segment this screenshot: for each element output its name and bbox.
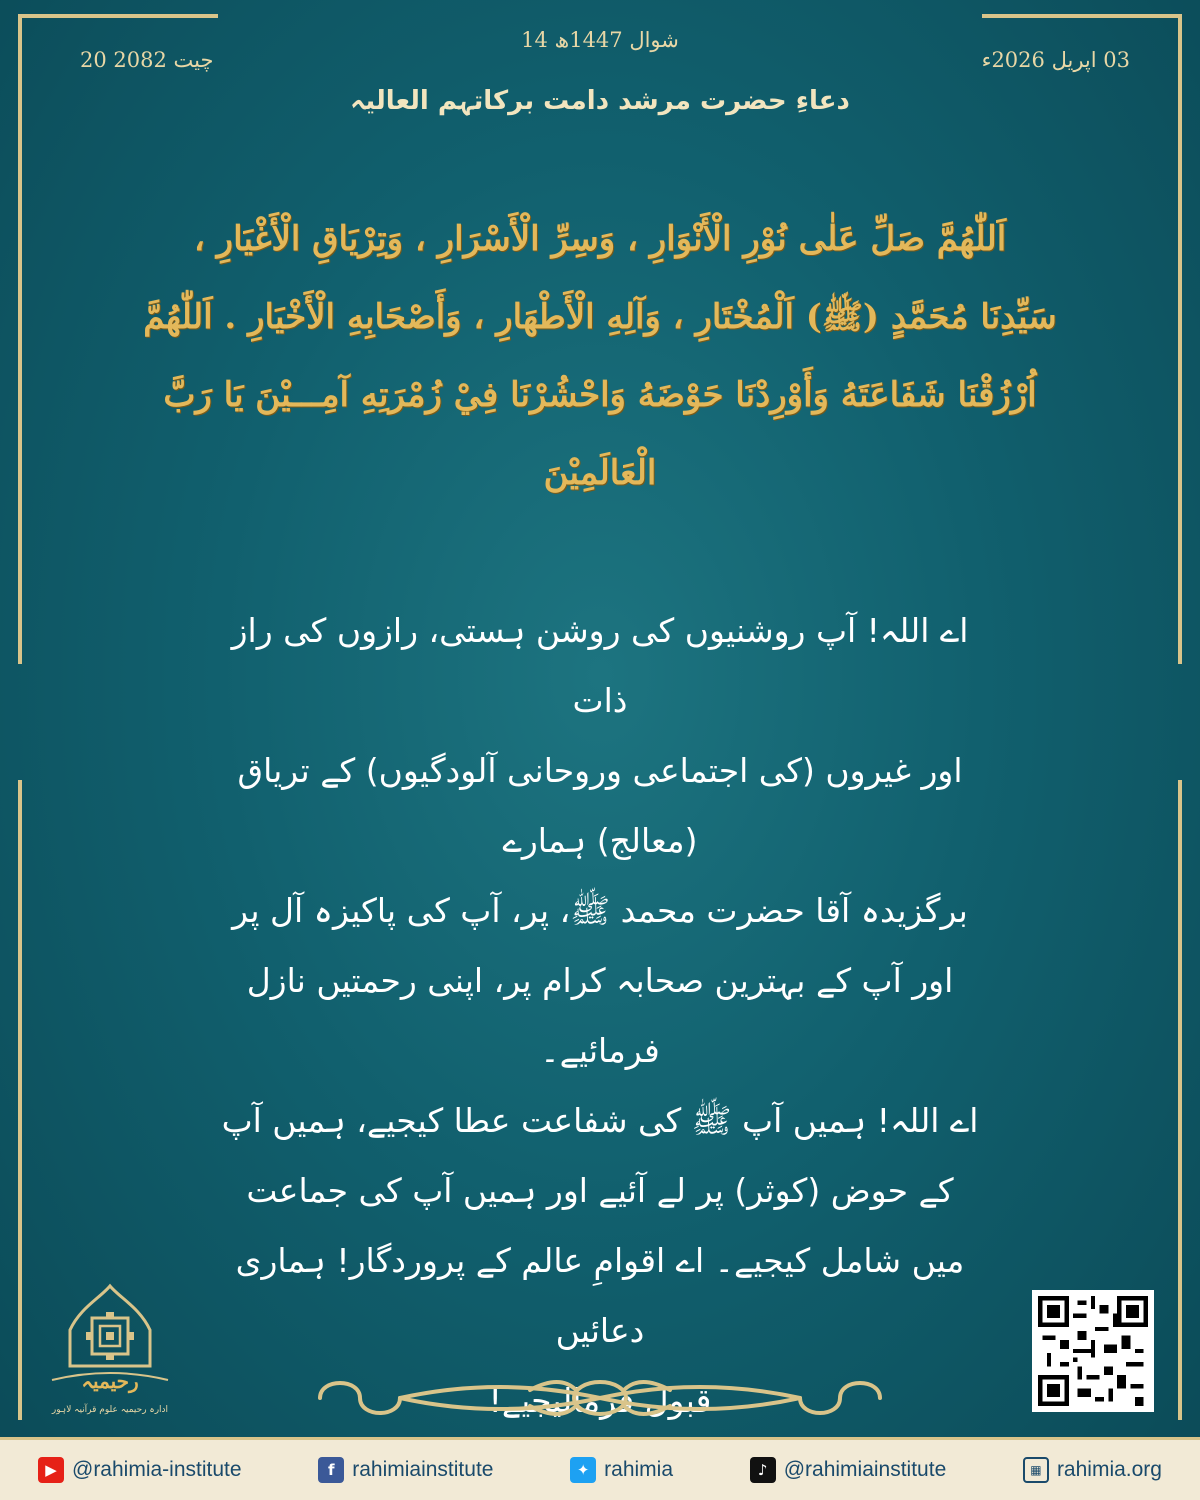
date-gregorian: 03 اپریل 2026ء — [981, 48, 1130, 72]
urdu-line: برگزیدہ آقا حضرت محمد ﷺ، پر، آپ کی پاکیزہ آل پر — [232, 891, 968, 930]
urdu-translation — [200, 596, 1000, 1436]
arabic-prayer — [70, 200, 1130, 512]
arabic-line: سَيِّدِنَا مُحَمَّدٍ (ﷺ) اَلْمُخْتَارِ ، وَآلِهِ الْأَطْهَارِ ، وَأَصْحَابِهِ الْأَخْيَارِ . اَللّٰھُمَّ — [143, 297, 1057, 337]
youtube-handle: @rahimia-institute — [72, 1458, 242, 1481]
urdu-line: اور غیروں (کی اجتماعی وروحانی آلودگیوں) کے تریاق (معالج) ہمارے — [237, 751, 963, 860]
qr-code-icon — [1038, 1296, 1148, 1406]
logo-emblem-icon — [40, 1280, 180, 1420]
date-hijri: 14 شوال 1447ھ — [521, 28, 679, 52]
urdu-line: قبول فرمالیجیے! — [488, 1381, 712, 1420]
facebook-link[interactable] — [318, 1457, 493, 1483]
qr-code[interactable] — [1032, 1290, 1154, 1412]
date-bar — [0, 28, 1200, 72]
twitter-icon: ✦ — [570, 1457, 596, 1483]
social-footer — [0, 1437, 1200, 1500]
logo-subtitle: ادارہ رحیمیہ علوم قرآنیہ لاہور — [51, 1405, 169, 1415]
youtube-link[interactable] — [38, 1457, 242, 1483]
page-title: دعاءِ حضرت مرشد دامت برکاتہم العالیہ — [350, 86, 850, 116]
arabic-line: اَللّٰھُمَّ صَلِّ عَلٰی نُوْرِ الْأَنْوَارِ ، وَسِرِّ الْأَسْرَارِ ، وَتِرْيَاقِ الْأَغْيَارِ ، — [193, 219, 1007, 259]
date-bikrami: 20 چیت 2082 — [80, 48, 214, 72]
website-link[interactable] — [1023, 1457, 1162, 1483]
rahimia-logo — [40, 1280, 180, 1420]
urdu-line: اور آپ کے بہترین صحابہ کرام پر، اپنی رحمتیں نازل فرمائیے۔ — [246, 961, 954, 1070]
decorative-ornament — [300, 1368, 900, 1428]
tiktok-icon: ♪ — [750, 1457, 776, 1483]
urdu-line: اے اللہ! ہمیں آپ ﷺ کی شفاعت عطا کیجیے، ہمیں آپ — [221, 1101, 979, 1140]
twitter-link[interactable] — [570, 1457, 673, 1483]
website-url: rahimia.org — [1056, 1458, 1162, 1481]
tiktok-link[interactable] — [750, 1457, 947, 1483]
facebook-icon: f — [318, 1457, 344, 1483]
tiktok-handle: @rahimiainstitute — [783, 1458, 947, 1481]
urdu-line: میں شامل کیجیے۔ اے اقوامِ عالم کے پروردگار! ہماری دعائیں — [235, 1241, 965, 1350]
logo-name: رحیمیہ — [81, 1369, 139, 1393]
twitter-handle: rahimia — [604, 1458, 674, 1481]
arabic-line: اُرْزُقْنَا شَفَاعَتَهُ وَأَوْرِدْنَا حَوْضَهُ وَاحْشُرْنَا فِيْ زُمْرَتِهِ آمِـــيْنَ يَا رَبَّ — [163, 375, 1037, 415]
youtube-icon: ▶ — [38, 1457, 64, 1483]
website-icon: ▦ — [1023, 1457, 1049, 1483]
facebook-handle: rahimiainstitute — [352, 1458, 494, 1481]
urdu-line: اے اللہ! آپ روشنیوں کی روشن ہستی، رازوں کی راز ذات — [231, 611, 969, 720]
arabic-line: الْعَالَمِيْنَ — [543, 453, 657, 493]
urdu-line: کے حوض (کوثر) پر لے آئیے اور ہمیں آپ کی جماعت — [246, 1171, 954, 1210]
